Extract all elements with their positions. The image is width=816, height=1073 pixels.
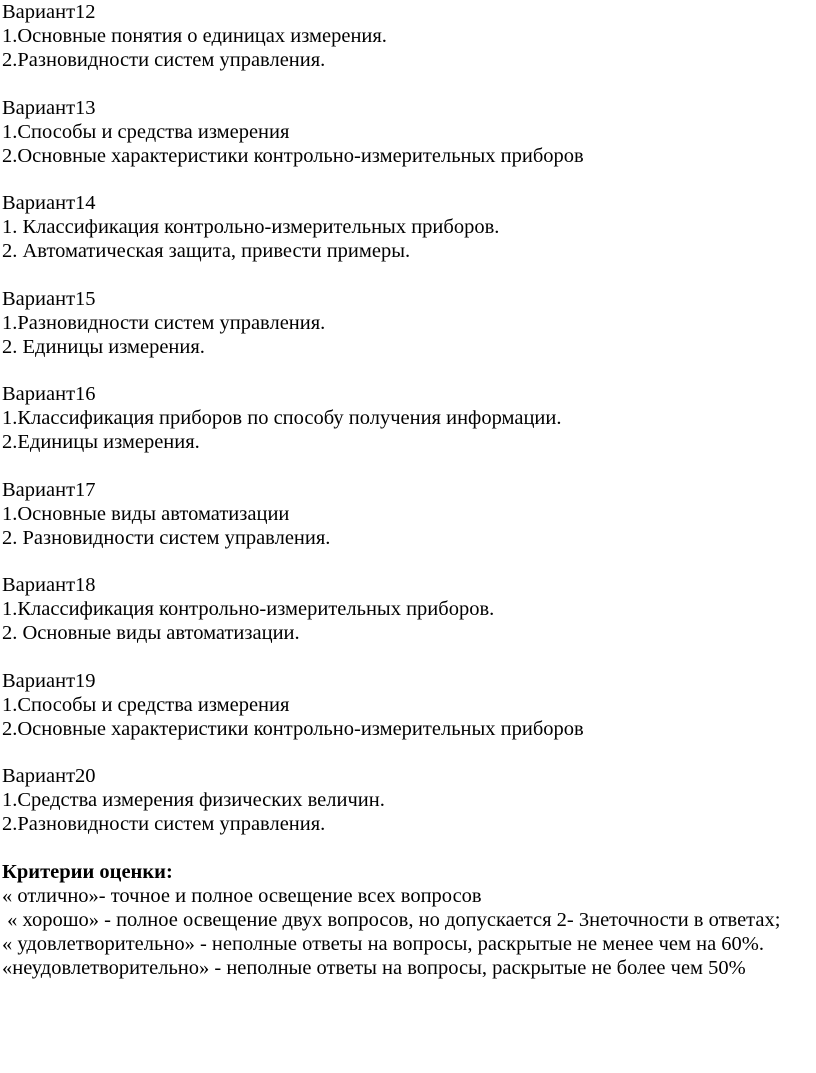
question-item: 1.Разновидности систем управления. — [2, 311, 326, 334]
question-item: 2. Основные виды автоматизации. — [2, 622, 300, 644]
variant-title: Вариант12 — [2, 1, 96, 23]
question-item: 1.Основные понятия о единицах измерения. — [2, 25, 387, 47]
variant-15 — [2, 287, 816, 359]
variant-16 — [2, 382, 816, 454]
question-item: 2.Разновидности систем управления. — [2, 813, 326, 835]
question-item: 2. Автоматическая защита, привести примеры. — [2, 240, 411, 262]
criteria-title: Критерии оценки: — [2, 860, 173, 883]
variant-13 — [2, 96, 816, 168]
variant-title: Вариант16 — [2, 383, 96, 405]
variant-19 — [2, 669, 816, 741]
variant-18 — [2, 573, 816, 645]
variant-title: Вариант15 — [2, 287, 96, 310]
question-item: 1.Способы и средства измерения — [2, 693, 290, 716]
question-item: 2.Основные характеристики контрольно-измерительных приборов — [2, 717, 584, 740]
grading-criteria — [2, 860, 816, 980]
question-item: 1.Способы и средства измерения — [2, 120, 290, 143]
variant-20 — [2, 764, 816, 836]
variant-title: Вариант19 — [2, 669, 96, 692]
variant-14 — [2, 191, 816, 263]
question-item: 1.Классификация приборов по способу получения информации. — [2, 407, 562, 429]
variant-12 — [2, 0, 816, 72]
variant-title: Вариант14 — [2, 192, 96, 214]
question-item: 1.Основные виды автоматизации — [2, 502, 290, 525]
question-item: 2.Единицы измерения. — [2, 431, 200, 453]
question-item: 2.Разновидности систем управления. — [2, 49, 326, 71]
criteria-unsatisfactory: «неудовлетворительно» - неполные ответы на вопросы, раскрытые не более чем 50% — [2, 956, 746, 979]
question-item: 1.Средства измерения физических величин. — [2, 789, 385, 811]
criteria-good: « хорошо» - полное освещение двух вопросов, но допускается 2- 3неточности в ответах; — [2, 908, 781, 931]
question-item: 2. Единицы измерения. — [2, 335, 205, 358]
question-item: 2.Основные характеристики контрольно-измерительных приборов — [2, 144, 584, 167]
variant-title: Вариант18 — [2, 574, 96, 596]
variant-title: Вариант17 — [2, 478, 96, 501]
question-item: 1. Классификация контрольно-измерительных приборов. — [2, 216, 500, 238]
question-item: 2. Разновидности систем управления. — [2, 526, 331, 549]
criteria-satisfactory: « удовлетворительно» - неполные ответы на вопросы, раскрытые не менее чем на 60%. — [2, 932, 765, 955]
criteria-excellent: « отлично»- точное и полное освещение всех вопросов — [2, 884, 482, 907]
question-item: 1.Классификация контрольно-измерительных приборов. — [2, 598, 495, 620]
variant-title: Вариант13 — [2, 96, 96, 119]
variant-17 — [2, 478, 816, 550]
variant-title: Вариант20 — [2, 765, 96, 787]
